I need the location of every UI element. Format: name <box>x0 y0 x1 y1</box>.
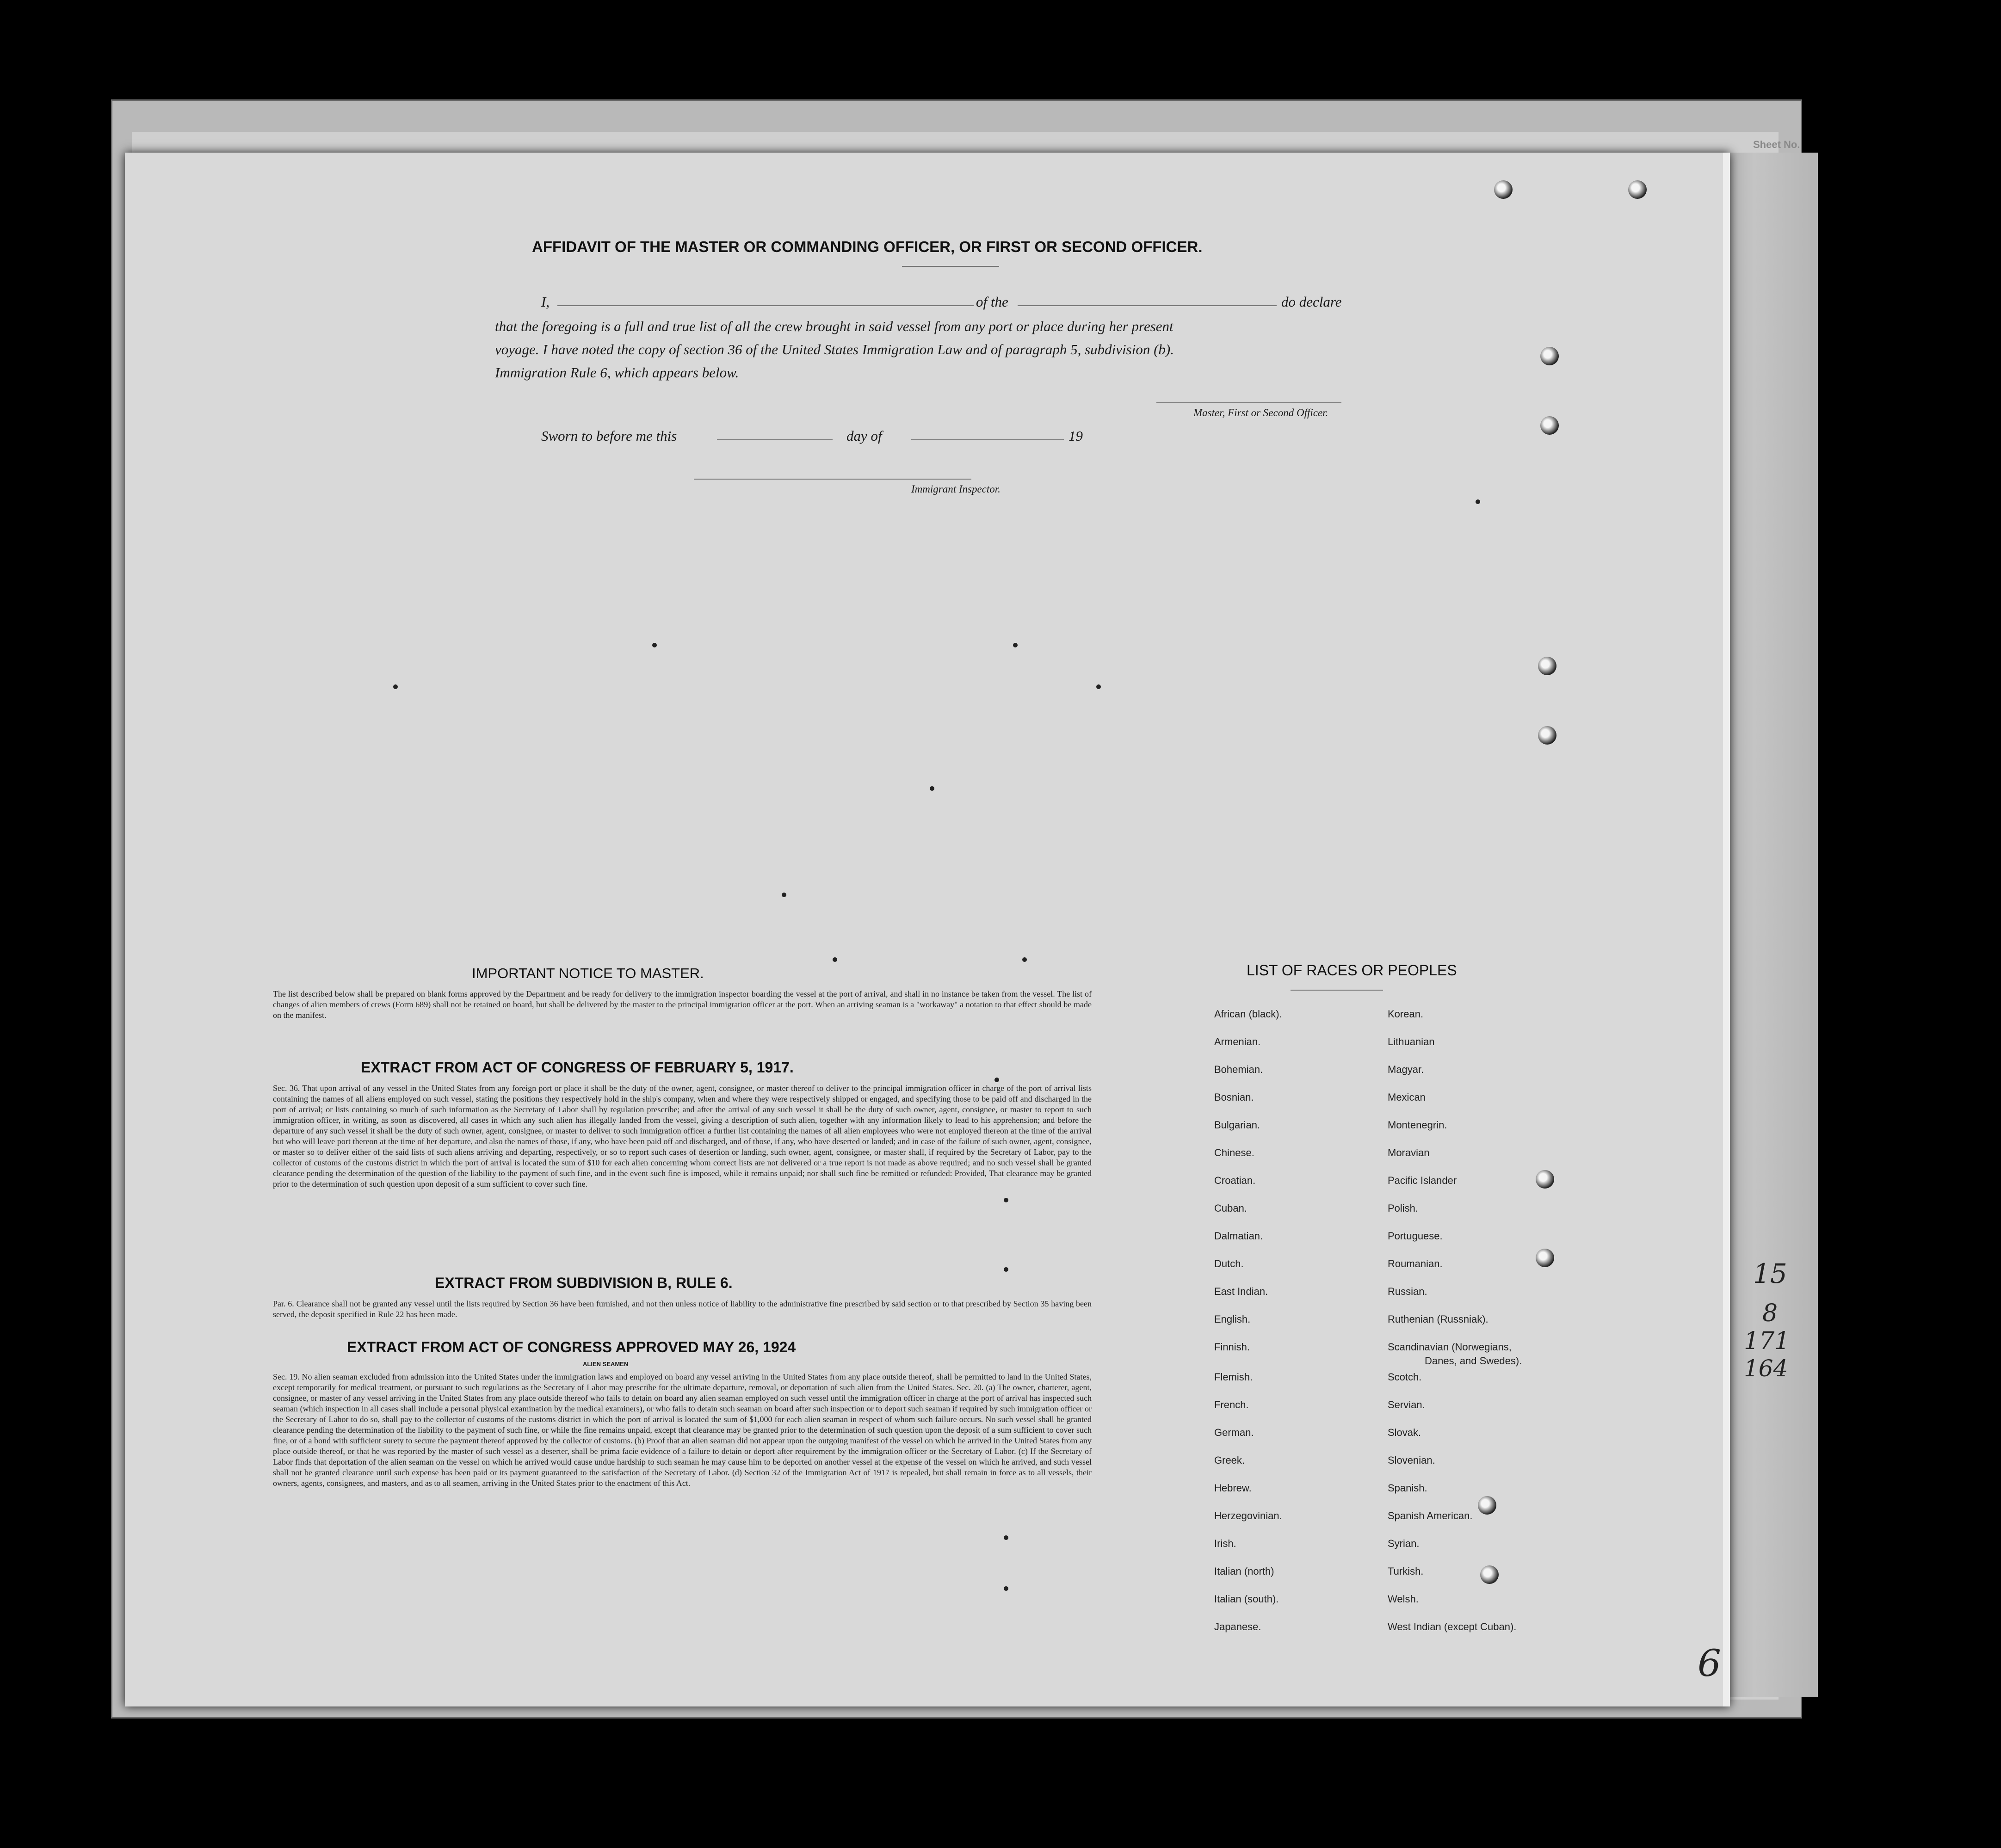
affidavit-line3: voyage. I have noted the copy of section 36 of the United States Immigration Law and of paragraph 5, subdivision (b). <box>495 341 1174 357</box>
handwritten-tally-15: 15 <box>1753 1258 1787 1289</box>
punch-hole <box>1540 416 1559 435</box>
notice-body: The list described below shall be prepared on blank forms approved by the Department and be ready for delivery to the immigration inspector boarding the vessel at the port of arrival, and shall in no instance be taken from the vessel. The list of changes of alien members of crews (Form 689) shall not be retained on board, but shall be delivered by the master to the principal immigration officer at the port. When an arriving seaman is a "workaway" a notation to that effect should be made on the manifest. <box>273 989 1092 1020</box>
race-item: African (black). <box>1214 1008 1282 1020</box>
race-item: Slovenian. <box>1388 1454 1435 1466</box>
race-item: Moravian <box>1388 1147 1430 1158</box>
race-item: French. <box>1214 1399 1249 1411</box>
title-rule <box>902 266 999 267</box>
punch-hole <box>1480 1565 1499 1584</box>
extract-1924-body: Sec. 19. No alien seaman excluded from admission into the United States under the immigration laws and employed on board any vessel arriving in the United States from any place outside thereof, shall be permitted to land in the United States, except temporarily for medical treatment, or pursuant to such regulations as the Secretary of Labor may prescribe for the ultimate departure, removal, or deportation of such alien from the United States. Sec. 20. (a) The owner, charterer, agent, consignee, or master of any vessel arriving in the United States from any place outside thereof who fails to detain on board any alien seaman employed on such vessel until the immigration officer in charge at the port of arrival has inspected such seaman (which inspection in all cases shall include a personal physical examination by the medical examiners), or who fails to detain such seaman on board after such inspection or to deport such seaman if required by such immigration officer or the Secretary of Labor to do so, shall pay to the collector of customs of the customs district in which the port of arrival is located the sum of $1,000 for each alien seaman in respect of whom such failure occurs. No such vessel shall be granted clearance pending the determination of the liability to the payment of such fine, or while the fine remains unpaid, except that clearance may be granted prior to the determination of such question upon the deposit of a sum sufficient to cover such fine, or of a bond with sufficient surety to secure the payment thereof approved by the collector of customs. (b) Proof that an alien seaman did not appear upon the outgoing manifest of the vessel on which he arrived in the United States from any place outside thereof, or that he was reported by the master of such vessel as a deserter, shall be prima facie evidence of a failure to detain or deport after requirement by the immigration officer or the Secretary of Labor. (c) If the Secretary of Labor finds that deportation of the alien seaman on the vessel on which he arrived would cause undue hardship to such seaman he may cause him to be deported on another vessel at the expense of the vessel on which he arrived, and such vessel shall not be granted clearance until such expense has been paid or its payment guaranteed to the satisfaction of the Secretary of Labor. (d) Section 32 of the Immigration Act of 1917 is repealed, but shall remain in force as to all vessels, their owners, agents, consignees, and masters, and as to all seamen, arriving in the United States prior to the enactment of this Act. <box>273 1372 1092 1488</box>
race-item: Russian. <box>1388 1286 1427 1297</box>
race-item: Herzegovinian. <box>1214 1510 1282 1522</box>
race-item: Scotch. <box>1388 1371 1422 1383</box>
affidavit-line2: that the foregoing is a full and true list of all the crew brought in said vessel from any port or place during her present <box>495 318 1173 334</box>
affidavit-sheet <box>125 153 1730 1706</box>
bleed-dot <box>1004 1198 1008 1202</box>
race-item: West Indian (except Cuban). <box>1388 1621 1517 1632</box>
race-item: Hebrew. <box>1214 1482 1252 1494</box>
race-item: Irish. <box>1214 1538 1236 1549</box>
inspector-signature-line <box>694 479 971 480</box>
race-item: Spanish. <box>1388 1482 1427 1494</box>
affidavit-i: I, <box>541 294 550 310</box>
inspector-caption: Immigrant Inspector. <box>911 483 1000 495</box>
race-item: Magyar. <box>1388 1064 1424 1075</box>
race-item: Finnish. <box>1214 1341 1250 1353</box>
notice-title: IMPORTANT NOTICE TO MASTER. <box>472 965 704 981</box>
punch-hole <box>1540 347 1559 365</box>
race-item: Servian. <box>1388 1399 1425 1411</box>
handwritten-corner-mark: 6 <box>1698 1642 1721 1685</box>
race-item: Chinese. <box>1214 1147 1254 1158</box>
bleed-dot <box>1013 643 1018 647</box>
race-item: Mexican <box>1388 1091 1426 1103</box>
bleed-dot <box>994 1078 999 1082</box>
affidavit-title: AFFIDAVIT OF THE MASTER OR COMMANDING OFFICER, OR FIRST OR SECOND OFFICER. <box>532 238 1203 255</box>
race-item: Polish. <box>1388 1202 1419 1214</box>
race-item: Ruthenian (Russniak). <box>1388 1313 1488 1325</box>
bleed-dot <box>1096 684 1101 689</box>
extract-1917-body: Sec. 36. That upon arrival of any vessel in the United States from any foreign port or place it shall be the duty of the owner, agent, consignee, or master thereof to deliver to the principal immigration officer in charge of the port of arrival lists containing the names of all aliens employed on such vessel, stating the positions they respectively hold in the ship's company, when and where they were respectively shipped or engaged, and specifying those to be paid off and discharged in the port of arrival; or lists containing so much of such information as the Secretary of Labor shall by regulation prescribe; and after the arrival of any such vessel it shall be the duty of such owner, agent, consignee, or master to report to such immigration officer, in writing, as soon as discovered, all cases in which any such alien has illegally landed from the vessel, giving a description of such alien, together with any information likely to lead to his apprehension; and before the departure of any such vessel it shall be the duty of such owner, agent, consignee, or master to deliver to such immigration officer a further list containing the names of all alien employees who were not employed thereon at the time of the arrival but who will leave port thereon at the time of her departure, and also the names of those, if any, who have been paid off and discharged, and of those, if any, who have deserted or landed; and in case of the failure of such owner, agent, consignee, or master so to deliver either of the said lists of such aliens arriving and departing, respectively, or so to report such cases of desertion or landing, such owner, agent, consignee, or master shall, if required by the Secretary of Labor, pay to the collector of customs of the customs district in which the port of arrival is located the sum of $10 for each alien concerning whom correct lists are not delivered or a true report is not made as above required; and no such vessel shall be granted clearance pending the determination of the question of the liability to the payment of such fine, and in the event such fine is imposed, while it remains unpaid; nor shall such fine be remitted or refunded: Provided, That clearance may be granted prior to the determination of such question upon deposit of a sum sufficient to cover such fine. <box>273 1084 1092 1189</box>
race-item: Lithuanian <box>1388 1036 1435 1047</box>
race-item: Bosnian. <box>1214 1091 1254 1103</box>
race-item: Welsh. <box>1388 1593 1419 1605</box>
extract-1924-subtitle: ALIEN SEAMEN <box>583 1361 629 1368</box>
race-item: Greek. <box>1214 1454 1245 1466</box>
punch-hole <box>1538 657 1556 675</box>
handwritten-tally-8: 8 <box>1762 1300 1778 1327</box>
sheet-right-edge <box>1723 153 1730 1706</box>
sworn-month-line <box>911 439 1064 440</box>
races-title-rule <box>1291 990 1383 991</box>
affidavit-of-the: of the <box>976 294 1008 310</box>
race-item: Syrian. <box>1388 1538 1420 1549</box>
officer-caption: Master, First or Second Officer. <box>1193 407 1328 419</box>
race-item: Bulgarian. <box>1214 1119 1260 1131</box>
extract-rule6-title: EXTRACT FROM SUBDIVISION B, RULE 6. <box>435 1275 733 1291</box>
name-field-line <box>557 305 974 306</box>
race-item: East Indian. <box>1214 1286 1268 1297</box>
handwritten-tally-171: 171 <box>1744 1327 1790 1355</box>
race-item: Bohemian. <box>1214 1064 1263 1075</box>
races-title: LIST OF RACES OR PEOPLES <box>1247 962 1457 979</box>
bleed-dot <box>930 786 934 791</box>
race-item: Scandinavian (Norwegians, <box>1388 1341 1512 1353</box>
bleed-dot <box>1004 1586 1008 1591</box>
bleed-dot <box>782 893 786 897</box>
affidavit-line4: Immigration Rule 6, which appears below. <box>495 364 739 381</box>
punch-hole <box>1478 1496 1496 1515</box>
race-item: German. <box>1214 1427 1254 1438</box>
bleed-dot <box>393 684 398 689</box>
bleed-dot <box>833 957 837 962</box>
bleed-dot <box>1004 1535 1008 1540</box>
bleed-dot <box>1004 1267 1008 1272</box>
sheet-number-label: Sheet No. <box>1753 139 1800 150</box>
race-item: English. <box>1214 1313 1251 1325</box>
extract-rule6-body: Par. 6. Clearance shall not be granted any vessel until the lists required by Section 36 have been furnished, and not then unless notice of liability to the administrative fine prescribed by said section or to that prescribed by Section 35 having been served, the deposit specified in Rule 22 has been made. <box>273 1299 1092 1319</box>
sworn-day-line <box>717 439 833 440</box>
race-item: Croatian. <box>1214 1175 1256 1186</box>
punch-hole <box>1538 726 1556 745</box>
race-item: Turkish. <box>1388 1565 1424 1577</box>
race-item: Slovak. <box>1388 1427 1421 1438</box>
bleed-dot <box>1476 499 1480 504</box>
handwritten-tally-164: 164 <box>1744 1355 1788 1382</box>
race-item-continuation: Danes, and Swedes). <box>1425 1355 1522 1367</box>
race-item: Japanese. <box>1214 1621 1261 1632</box>
officer-signature-line <box>1156 402 1341 403</box>
race-item: Italian (south). <box>1214 1593 1279 1605</box>
extract-1924-title: EXTRACT FROM ACT OF CONGRESS APPROVED MAY 26, 1924 <box>347 1339 796 1355</box>
punch-hole <box>1628 180 1647 199</box>
race-item: Korean. <box>1388 1008 1424 1020</box>
extract-1917-title: EXTRACT FROM ACT OF CONGRESS OF FEBRUARY 5, 1917. <box>361 1059 794 1076</box>
race-item: Spanish American. <box>1388 1510 1473 1522</box>
sworn-prefix: Sworn to before me this <box>541 428 677 444</box>
race-item: Flemish. <box>1214 1371 1253 1383</box>
vessel-field-line <box>1018 305 1277 306</box>
race-item: Italian (north) <box>1214 1565 1274 1577</box>
race-item: Dutch. <box>1214 1258 1244 1269</box>
race-item: Armenian. <box>1214 1036 1261 1047</box>
bleed-dot <box>1022 957 1027 962</box>
race-item: Pacific Islander <box>1388 1175 1457 1186</box>
race-item: Portuguese. <box>1388 1230 1443 1242</box>
sworn-year: 19 <box>1068 428 1083 444</box>
bleed-dot <box>652 643 657 647</box>
race-item: Dalmatian. <box>1214 1230 1263 1242</box>
punch-hole <box>1494 180 1513 199</box>
race-item: Montenegrin. <box>1388 1119 1447 1131</box>
punch-hole <box>1536 1170 1554 1189</box>
sworn-day-of: day of <box>846 428 882 444</box>
punch-hole <box>1536 1249 1554 1267</box>
race-item: Cuban. <box>1214 1202 1247 1214</box>
affidavit-declare: do declare <box>1281 294 1342 310</box>
race-item: Roumanian. <box>1388 1258 1443 1269</box>
